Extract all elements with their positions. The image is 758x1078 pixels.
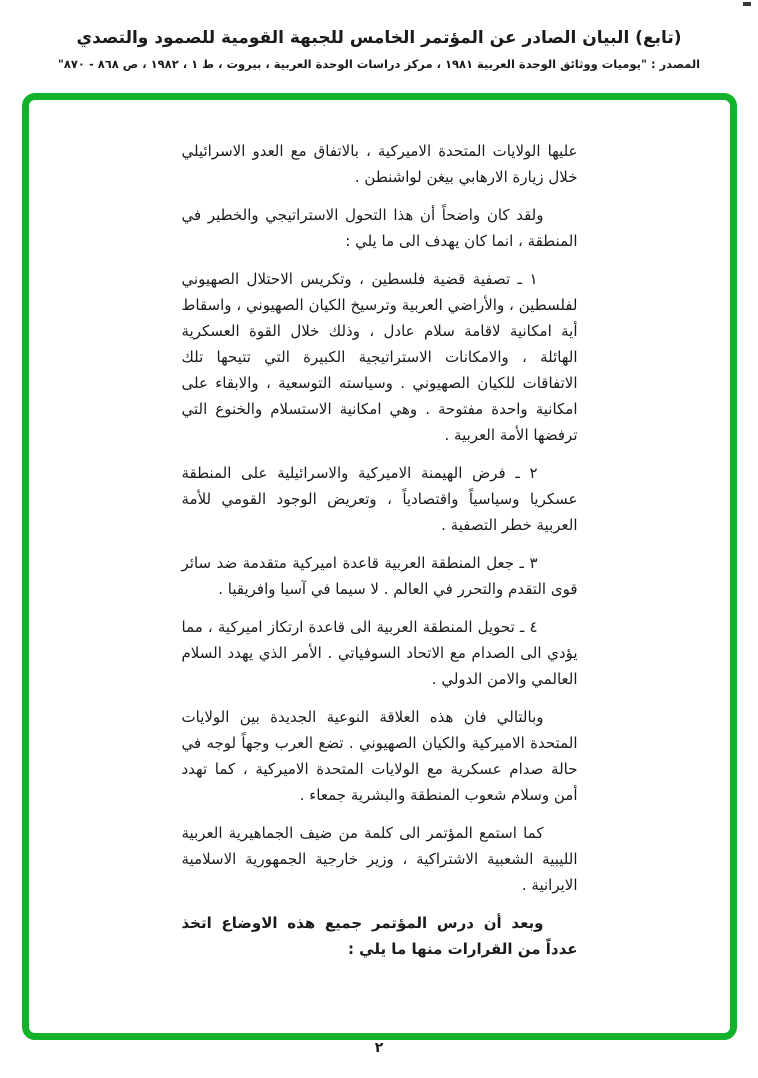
numbered-item-2: ٢ ـ فرض الهيمنة الاميركية والاسرائيلية على المنطقة عسكريا وسياسياً واقتصادياً ، وتعريض الوجود القومي للأمة العربية خطر التصفية . (181, 464, 578, 534)
numbered-item-1: ١ ـ تصفية قضية فلسطين ، وتكريس الاحتلال الصهيوني لفلسطين ، والأراضي العربية وترسيخ الكيان الصهيوني ، واسقاط أية امكانية لاقامة سلام عادل ، وذلك خلال القوة العسكرية الهائلة ، والامكانات الاستراتيجية الكبيرة التي تتيحها تلك الاتفاقات للكيان الصهيوني . وسياسته التوسعية ، والابقاء على امكانية واحدة مفتوحة . وهي امكانية الاستسلام والخنوع التي ترفضها الأمة العربية . (181, 270, 578, 444)
paragraph-intro-continuation: عليها الولايات المتحدة الاميركية ، بالاتفاق مع العدو الاسرائيلي خلال زيارة الارهابي بيغن لواشنطن . (181, 142, 578, 186)
scan-artifact-mark (743, 2, 751, 6)
document-header (0, 28, 758, 71)
numbered-item-4: ٤ ـ تحويل المنطقة العربية الى قاعدة ارتكاز اميركية ، مما يؤدي الى الصدام مع الاتحاد السوفياتي . الأمر الذي يهدد السلام العالمي والامن الدولي . (181, 618, 578, 688)
paragraph-guest-speeches: كما استمع المؤتمر الى كلمة من ضيف الجماهيرية العربية الليبية الشعبية الاشتراكية ، وزير خارجية الجمهورية الاسلامية الايرانية . (181, 824, 578, 894)
source-citation: المصدر : "يوميات ووثائق الوحدة العربية ١٩٨١ ، مركز دراسات الوحدة العربية ، بيروت ، ط ١ ، ١٩٨٢ ، ص ٨٦٨ - ٨٧٠" (57, 57, 701, 71)
page-title: (تابع) البيان الصادر عن المؤتمر الخامس للجبهة القومية للصمود والتصدي (76, 28, 682, 48)
numbered-item-3: ٣ ـ جعل المنطقة العربية قاعدة اميركية متقدمة ضد سائر قوى التقدم والتحرر في العالم . لا سيما في آسيا وافريقيا . (181, 554, 578, 598)
paragraph-lead-in: ولقد كان واضحاً أن هذا التحول الاستراتيجي والخطير في المنطقة ، انما كان يهدف الى ما يلي : (181, 206, 578, 250)
document-body (182, 138, 578, 962)
page-number: ٢ (374, 1040, 384, 1056)
paragraph-consequence: وبالتالي فان هذه العلاقة النوعية الجديدة بين الولايات المتحدة الاميركية والكيان الصهيوني . تضع العرب وجهاً لوجه في حالة صدام عسكرية مع الولايات المتحدة الاميركية ، كما تهدد أمن وسلام شعوب المنطقة والبشرية جمعاء . (181, 708, 578, 804)
paragraph-decisions-lead: وبعد أن درس المؤتمر جميع هذه الاوضاع اتخذ عدداً من القرارات منها ما يلي : (181, 914, 578, 958)
document-frame (22, 93, 737, 1040)
